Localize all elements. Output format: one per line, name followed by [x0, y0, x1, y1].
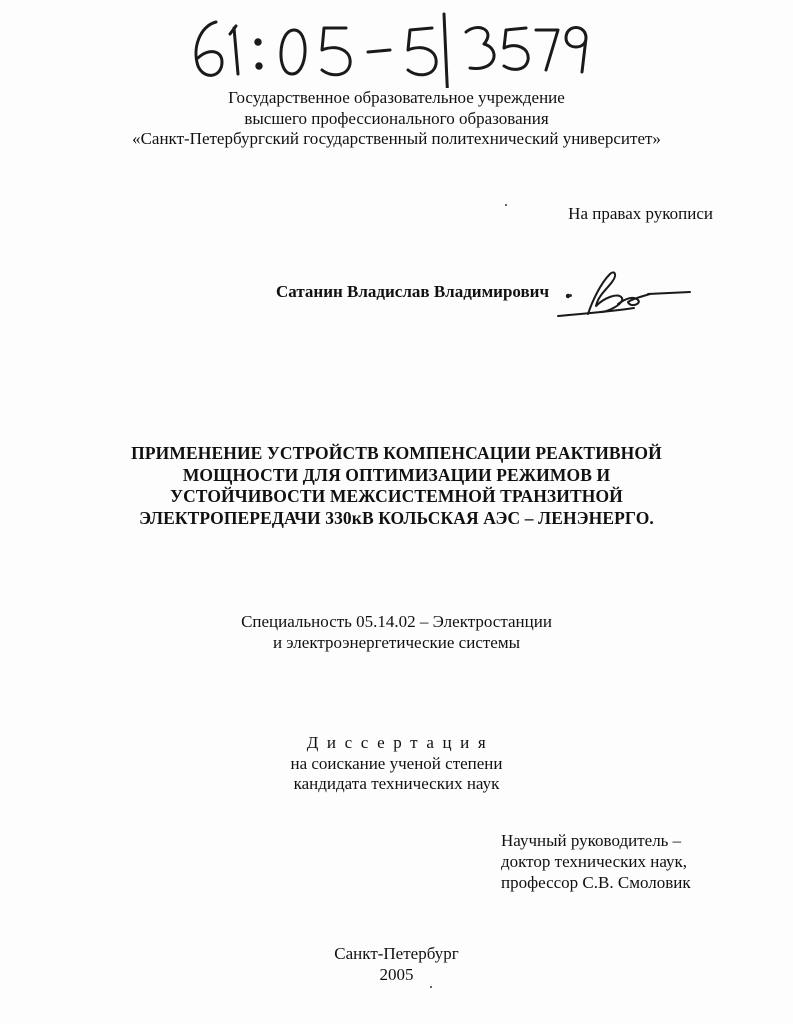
- dissertation-line-3: кандидата технических наук: [293, 774, 500, 793]
- institution-line-3: «Санкт-Петербургский государственный политехнический университет»: [132, 129, 661, 148]
- title-line-2: МОЩНОСТИ ДЛЯ ОПТИМИЗАЦИИ РЕЖИМОВ И: [182, 464, 611, 485]
- author-name: Сатанин Владислав Владимирович: [276, 282, 550, 301]
- city: Санкт-Петербург: [334, 944, 459, 963]
- specialty-line-2: и электроэнергетические системы: [272, 633, 521, 652]
- city-year-block: [0, 943, 793, 985]
- institution-block: [0, 88, 793, 150]
- institution-line-2: высшего профессионального образования: [244, 108, 549, 128]
- specialty-block: [0, 611, 793, 653]
- scan-speck: [430, 986, 432, 988]
- title-line-3: УСТОЙЧИВОСТИ МЕЖСИСТЕМНОЙ ТРАНЗИТНОЙ: [170, 486, 623, 506]
- scan-speck: [505, 204, 507, 206]
- dissertation-block: [0, 733, 793, 795]
- advisor-line-3: профессор С.В. Смоловик: [501, 873, 691, 892]
- advisor-block: [501, 830, 691, 893]
- advisor-line-1: Научный руководитель –: [501, 831, 682, 850]
- handwritten-archive-code: [186, 8, 606, 88]
- institution-line-1: Государственное образовательное учреждение: [228, 88, 565, 107]
- year: 2005: [379, 965, 414, 984]
- title-line-4: ЭЛЕКТРОПЕРЕДАЧИ 330кВ КОЛЬСКАЯ АЭС – ЛЕНЭНЕРГО.: [139, 507, 654, 528]
- dissertation-title: [0, 443, 793, 529]
- dissertation-line-2: на соискание ученой степени: [290, 753, 503, 773]
- title-line-1: ПРИМЕНЕНИЕ УСТРОЙСТВ КОМПЕНСАЦИИ РЕАКТИВНОЙ: [131, 443, 662, 463]
- manuscript-note: На правах рукописи: [568, 204, 713, 223]
- specialty-line-1: Специальность 05.14.02 – Электростанции: [241, 612, 552, 631]
- dissertation-heading: Диссертация: [306, 733, 495, 752]
- advisor-line-2: доктор технических наук,: [501, 852, 688, 871]
- scan-speck: [569, 294, 572, 297]
